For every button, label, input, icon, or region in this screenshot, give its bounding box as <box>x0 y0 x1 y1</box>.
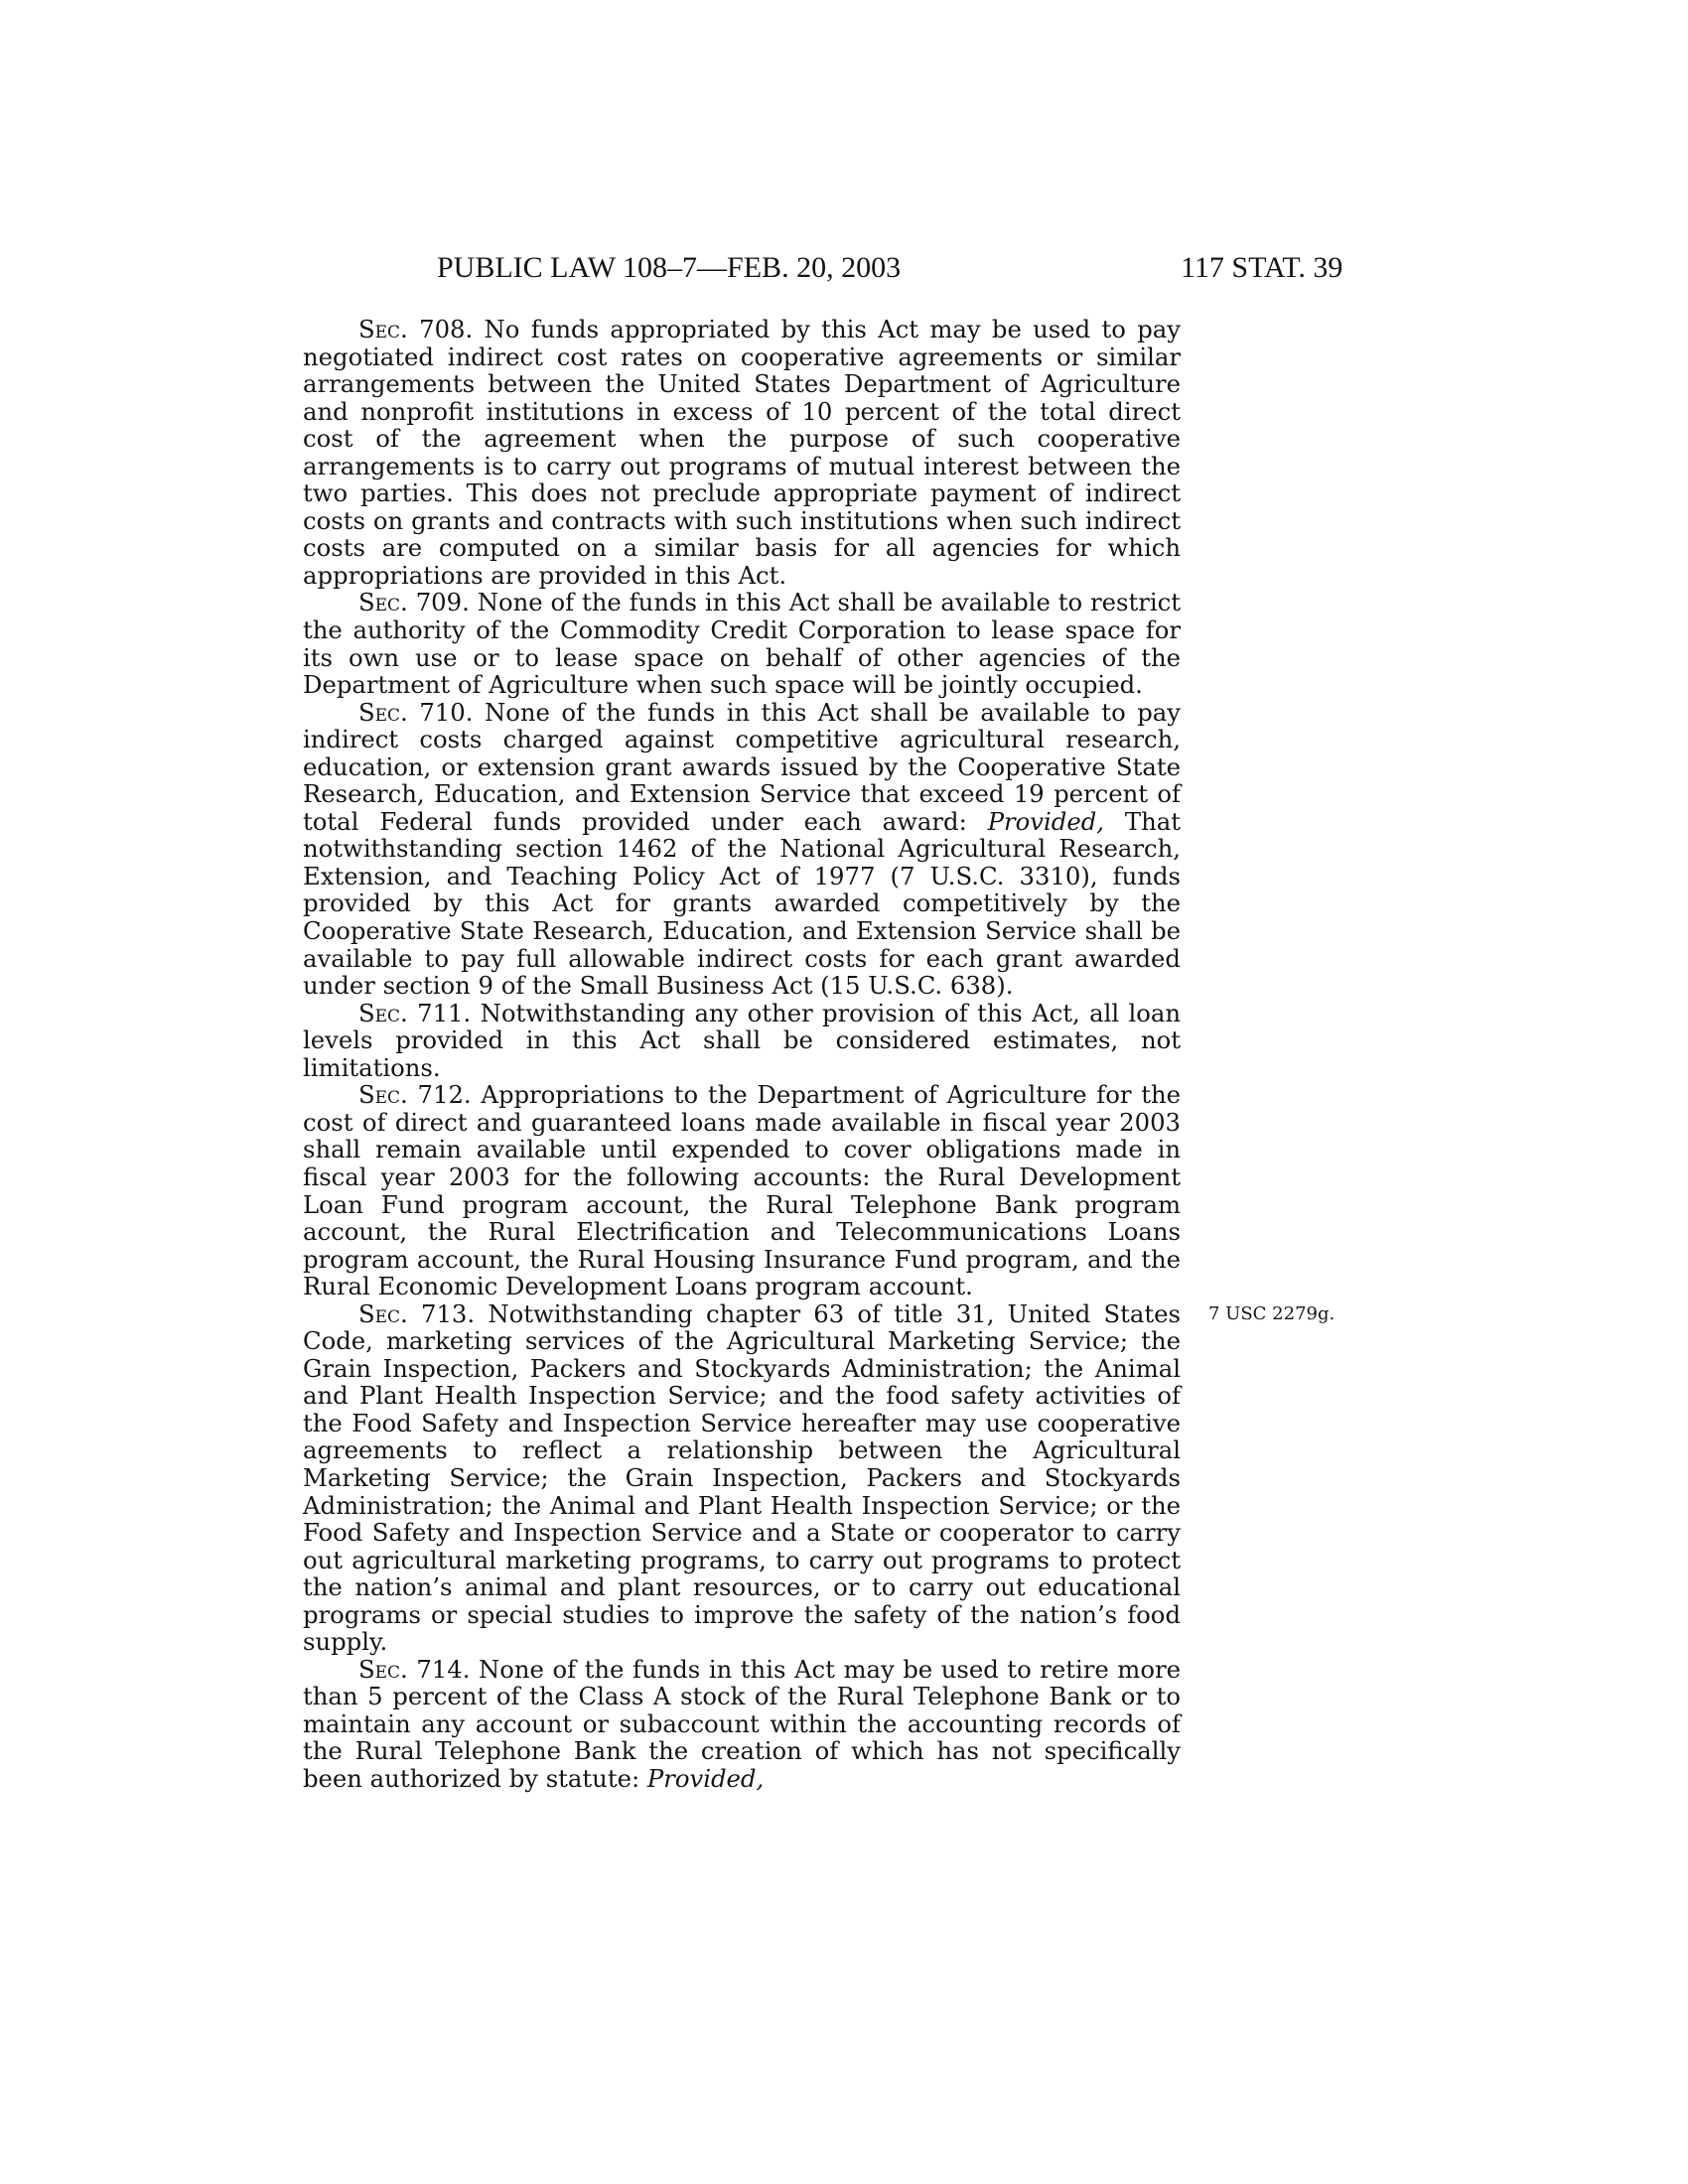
section-label: Sec. <box>358 315 408 343</box>
section-number: 710. <box>419 697 474 727</box>
section-label: Sec. <box>358 998 408 1027</box>
section-text: Notwithstanding chapter 63 of title 31, United States Code, marketing services of the Agricultural Marketing Service; the Grain Inspection, Packers and Stockyards Administration; the Animal and Plant Health Inspection Service; and the food safety activities of the Food Safety and Inspection Service hereafter may use cooperative agreements to reflect a relationship between the Agricultural Marketing Service; the Grain Inspection, Packers and Stockyards Administration; the Animal and Plant Health Inspection Service; or the Food Safety and Inspection Service and a State or cooperator to carry out agricultural marketing programs, to carry out programs to protect the nation’s animal and plant resources, or to carry out educational programs or special studies to improve the safety of the nation’s food supply. <box>303 1298 1181 1657</box>
margin-note-usc-citation: 7 USC 2279g. <box>1208 1302 1336 1324</box>
section-label: Sec. <box>358 1654 408 1684</box>
section-label: Sec. <box>358 1298 408 1328</box>
section-714 <box>303 1656 1181 1793</box>
section-711 <box>303 1000 1181 1082</box>
section-712 <box>303 1081 1181 1299</box>
document-body <box>303 315 1336 1793</box>
section-number: 714. <box>416 1654 471 1684</box>
section-number: 713. <box>421 1298 476 1328</box>
section-label: Sec. <box>358 588 408 617</box>
section-label: Sec. <box>358 697 408 727</box>
section-text: None of the funds in this Act shall be available to pay indirect costs charged against competitive agricultural research, education, or extension grant awards issued by the Cooperative State Research, Education, and Extension Service that exceed 19 percent of total Federal funds provided under each award: <box>303 697 1181 836</box>
statute-page-reference: 117 STAT. 39 <box>1181 251 1343 284</box>
section-number: 709. <box>415 588 470 617</box>
section-713 <box>303 1298 1336 1657</box>
section-text: Notwithstanding any other provision of this Act, all loan levels provided in this Act shall be considered estimates, not limitations. <box>303 998 1181 1082</box>
section-text: No funds appropriated by this Act may be used to pay negotiated indirect cost rates on cooperative agreements or similar arrangements between the United States Department of Agriculture and nonprofit institutions in excess of 10 percent of the total direct cost of the agreement when the purpose of such cooperative arrangements is to carry out programs of mutual interest between the two parties. This does not preclude appropriate payment of indirect costs on grants and contracts with such institutions when such indirect costs are computed on a similar basis for all agencies for which appropriations are provided in this Act. <box>303 315 1181 590</box>
section-number: 712. <box>417 1080 472 1110</box>
section-709 <box>303 589 1181 698</box>
section-text: None of the funds in this Act may be used to retire more than 5 percent of the Class A stock of the Rural Telephone Bank or to maintain any account or subaccount within the accounting records of the Rural Telephone Bank the creation of which has not specifically been authorized by statute: <box>303 1654 1181 1793</box>
running-head <box>0 248 1688 288</box>
section-label: Sec. <box>358 1080 408 1110</box>
section-708 <box>303 316 1181 589</box>
law-title: PUBLIC LAW 108–7—FEB. 20, 2003 <box>437 251 902 284</box>
section-text-continued: That notwithstanding section 1462 of the National Agricultural Research, Extension, and Teaching Policy Act of 1977 (7 U.S.C. 3310), funds provided by this Act for grants awarded competitively by the Cooperative State Research, Education, and Extension Service shall be available to pay full allowable indirect costs for each grant awarded under section 9 of the Small Business Act (15 U.S.C. 638). <box>303 806 1182 1001</box>
section-text: Appropriations to the Department of Agriculture for the cost of direct and guaranteed loans made available in fiscal year 2003 shall remain available until expended to cover obligations made in fiscal year 2003 for the following accounts: the Rural Development Loan Fund program account, the Rural Telephone Bank program account, the Rural Electrification and Telecommunications Loans program account, the Rural Housing Insurance Fund program, and the Rural Economic Development Loans program account. <box>303 1080 1182 1301</box>
proviso-term: Provided, <box>646 1763 765 1793</box>
section-text: None of the funds in this Act shall be available to restrict the authority of the Commodity Credit Corporation to lease space for its own use or to lease space on behalf of other agencies of the Department of Agriculture when such space will be jointly occupied. <box>303 588 1181 700</box>
proviso-term: Provided, <box>987 806 1104 836</box>
section-number: 708. <box>419 315 474 343</box>
section-710 <box>303 699 1181 1000</box>
section-number: 711. <box>417 998 472 1027</box>
